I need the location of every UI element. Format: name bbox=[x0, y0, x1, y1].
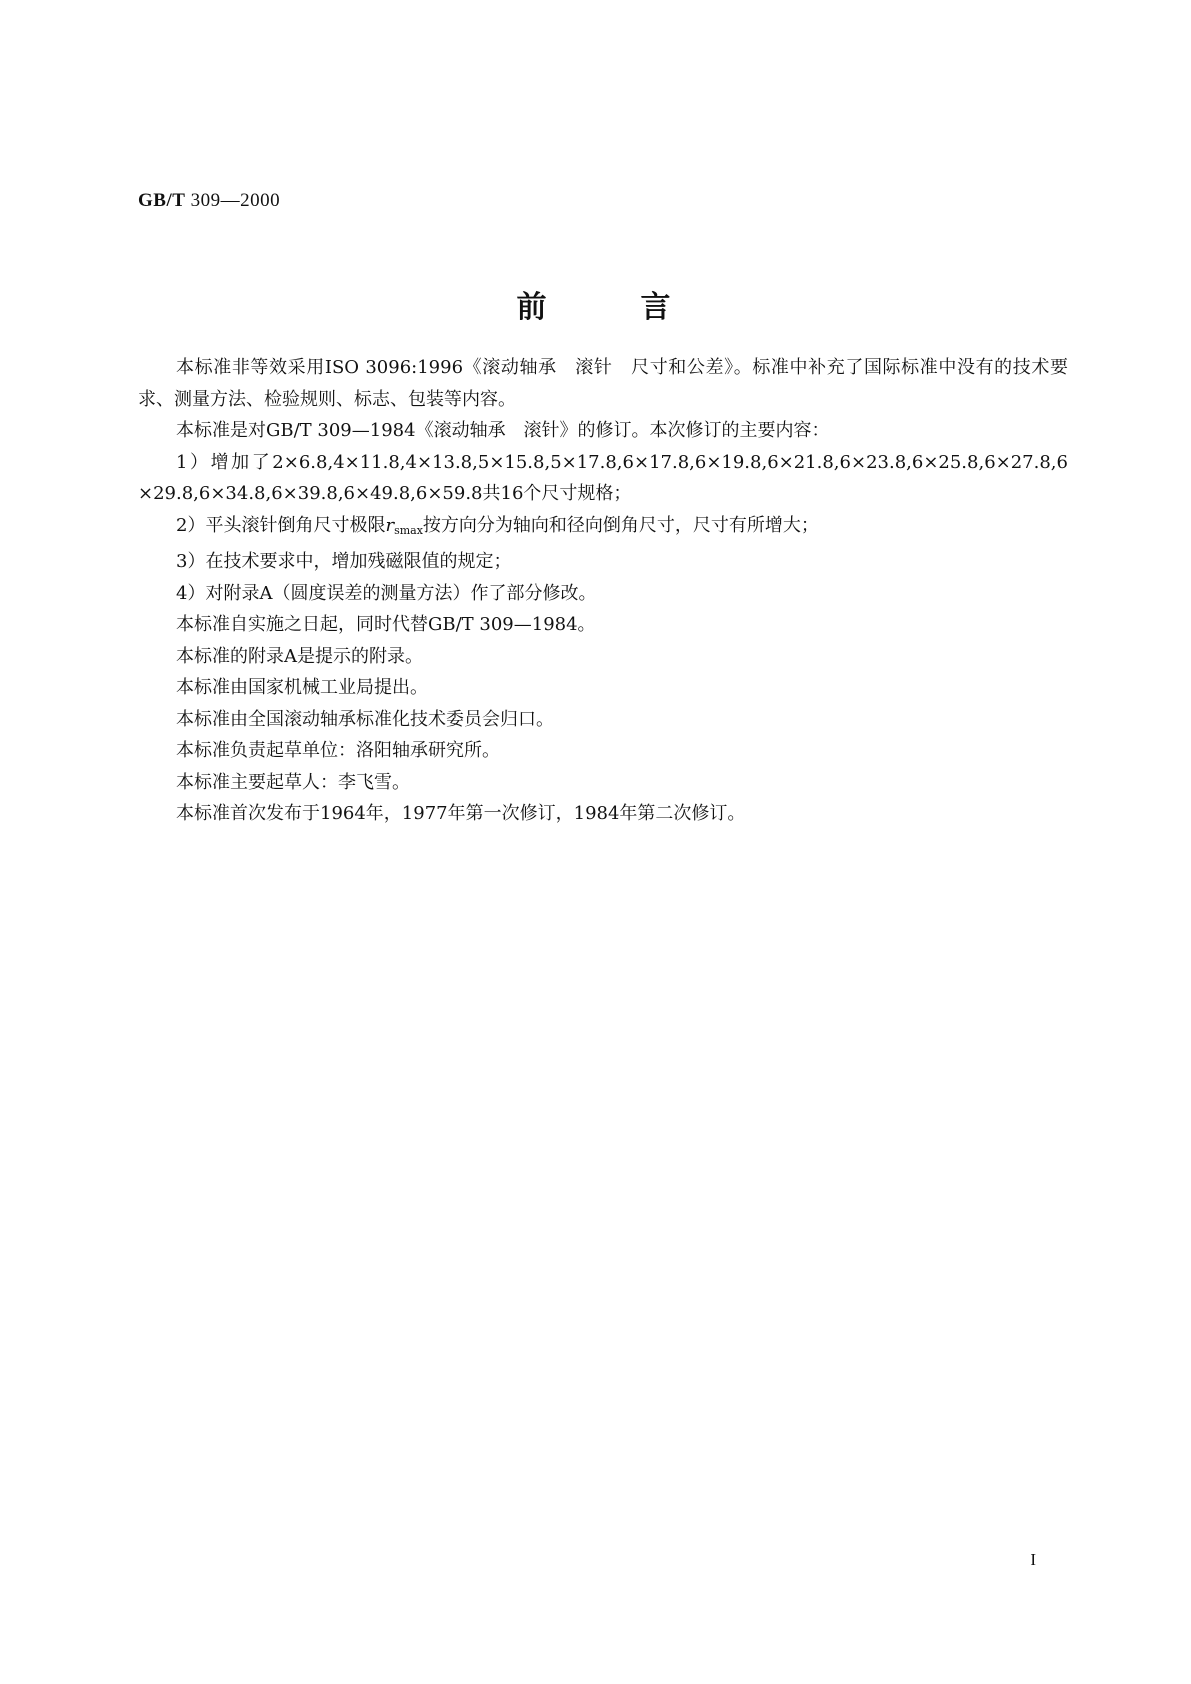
paragraph-revision: 本标准是对GB/T 309—1984《滚动轴承 滚针》的修订。本次修订的主要内容： bbox=[176, 420, 830, 441]
item-2-before: 2）平头滚针倒角尺寸极限 bbox=[176, 514, 386, 536]
standard-prefix: GB/T bbox=[138, 190, 186, 211]
paragraph-drafting-unit: 本标准负责起草单位：洛阳轴承研究所。 bbox=[176, 740, 500, 761]
page-number: I bbox=[1030, 1550, 1036, 1569]
paragraph-item-4: 4）对附录A（圆度误差的测量方法）作了部分修改。 bbox=[176, 582, 597, 604]
foreword-body bbox=[138, 352, 1068, 830]
paragraph-replaces: 本标准自实施之日起，同时代替GB/T 309—1984。 bbox=[176, 614, 596, 635]
item-2-after: 按方向分为轴向和径向倒角尺寸，尺寸有所增大； bbox=[422, 514, 819, 536]
paragraph-item-1: 1）增加了2×6.8,4×11.8,4×13.8,5×15.8,5×17.8,6×17.8,6×19.8,6×21.8,6×23.8,6×25.8,6×27.8,6×29.8,6×34.8,6×39.8,6×49.8,6×59.8共16个尺寸规格； bbox=[138, 451, 1068, 504]
standard-code bbox=[138, 190, 280, 212]
item-2-subscript: smax bbox=[394, 523, 423, 537]
paragraph-item-2 bbox=[138, 510, 1068, 547]
page-title bbox=[0, 282, 1191, 326]
paragraph-appendix: 本标准的附录A是提示的附录。 bbox=[176, 645, 423, 667]
standard-number: 309—2000 bbox=[190, 190, 281, 211]
title-char-1: 前 bbox=[516, 290, 551, 325]
paragraph-adoption: 本标准非等效采用ISO 3096:1996《滚动轴承 滚针 尺寸和公差》。标准中补充了国际标准中没有的技术要求、测量方法、检验规则、标志、包装等内容。 bbox=[138, 357, 1068, 410]
paragraph-drafter: 本标准主要起草人：李飞雪。 bbox=[176, 771, 410, 793]
paragraph-proposed-by: 本标准由国家机械工业局提出。 bbox=[176, 677, 428, 698]
item-2-variable: r bbox=[385, 514, 395, 536]
paragraph-item-3: 3）在技术要求中，增加残磁限值的规定； bbox=[176, 551, 512, 572]
title-char-2: 言 bbox=[640, 290, 675, 325]
paragraph-history: 本标准首次发布于1964年，1977年第一次修订，1984年第二次修订。 bbox=[176, 803, 746, 824]
paragraph-centralized-by: 本标准由全国滚动轴承标准化技术委员会归口。 bbox=[176, 708, 554, 730]
